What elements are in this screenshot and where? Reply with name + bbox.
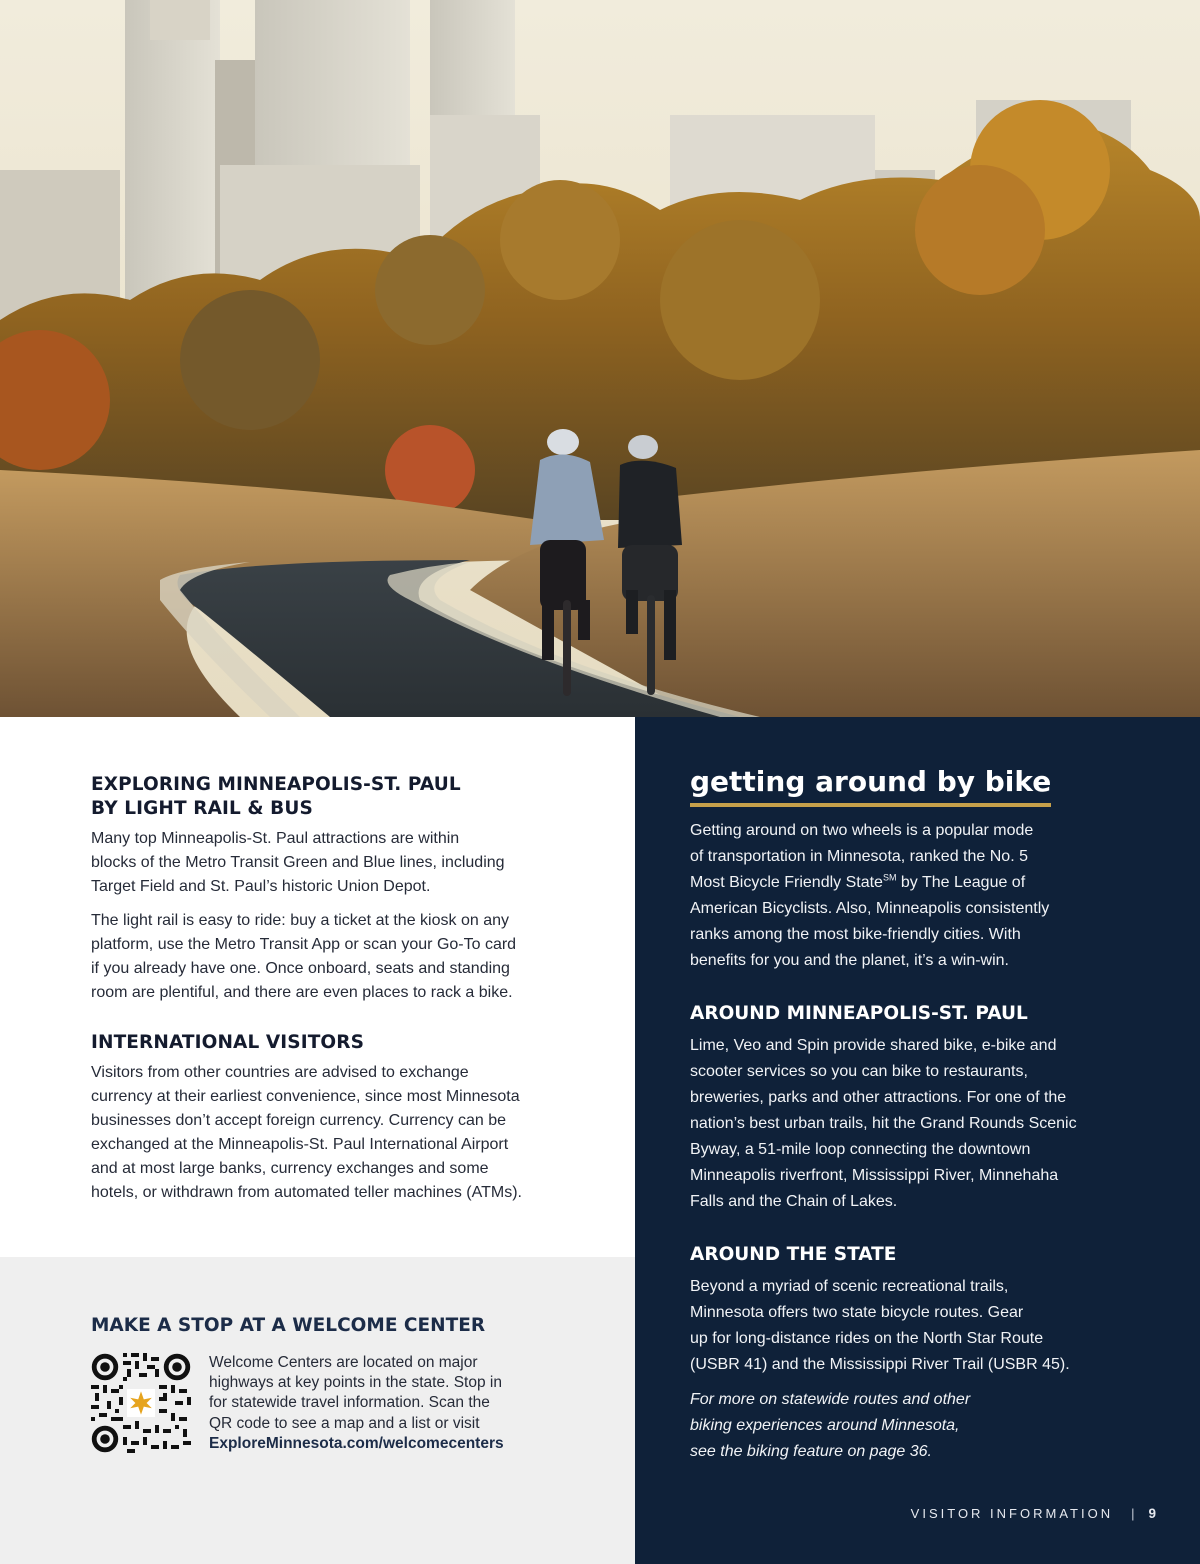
qr-code-icon bbox=[91, 1353, 191, 1453]
qr-code[interactable] bbox=[91, 1353, 191, 1453]
international-visitors-heading: INTERNATIONAL VISITORS bbox=[91, 1032, 365, 1053]
welcome-center-heading: MAKE A STOP AT A WELCOME CENTER bbox=[91, 1315, 486, 1336]
star-logo-icon bbox=[127, 1389, 155, 1417]
light-rail-heading-line2: BY LIGHT RAIL & BUS bbox=[91, 798, 313, 819]
around-msp-paragraph: Lime, Veo and Spin provide shared bike, e-bike and scooter services so you can bike to restaurants, breweries, parks and other attractions. For one of the nation’s best urban trails, hit the Grand Rounds Scenic Byway, a 51-mile loop connecting the downtown Minneapolis riverfront, Mississippi River, Minnehaha Falls and the Chain of Lakes. bbox=[690, 1037, 1077, 1210]
international-visitors-paragraph: Visitors from other countries are advised to exchange currency at their earliest convenience, since most Minnesota businesses don’t accept foreign currency. Currency can be exchanged at the Minneapolis-St. Paul International Airport and at most large banks, currency exchanges and some hotels, or withdrawn from automated teller machines (ATMs). bbox=[91, 1064, 522, 1201]
welcome-center-text: Welcome Centers are located on major highways at key points in the state. Stop in for statewide travel information. Scan the QR code to see a map and a list or visit ExploreMinnesota.com/welcomecenters bbox=[209, 1353, 549, 1454]
right-column bbox=[635, 717, 1200, 1564]
around-state-paragraph: Beyond a myriad of scenic recreational trails, Minnesota offers two state bicycle routes. Gear up for long-distance rides on the North Star Route (USBR 41) and the Mississippi River Trail (USBR 45). bbox=[690, 1278, 1070, 1373]
light-rail-heading bbox=[91, 773, 561, 821]
left-column-content bbox=[91, 773, 561, 1205]
light-rail-paragraph-2: The light rail is easy to ride: buy a ticket at the kiosk on any platform, use the Metro Transit App or scan your Go-To card if you already have one. Once onboard, seats and standing room are plentiful, and there are even places to rack a bike. bbox=[91, 912, 517, 1001]
page-number: 9 bbox=[1148, 1506, 1156, 1521]
welcome-center-box bbox=[0, 1257, 635, 1564]
footer-section-label: VISITOR INFORMATION bbox=[910, 1506, 1114, 1521]
footer-separator: | bbox=[1131, 1506, 1135, 1521]
service-mark: SM bbox=[882, 872, 897, 883]
biking-feature-note: For more on statewide routes and other biking experiences around Minnesota, see the biking feature on page 36. bbox=[690, 1391, 971, 1460]
around-state-heading: AROUND THE STATE bbox=[690, 1244, 897, 1265]
hero-photo bbox=[0, 0, 1200, 717]
welcome-centers-link[interactable]: ExploreMinnesota.com/welcomecenters bbox=[209, 1434, 504, 1452]
around-msp-heading: AROUND MINNEAPOLIS-ST. PAUL bbox=[690, 1003, 1028, 1024]
page-footer bbox=[911, 1506, 1156, 1521]
bike-intro-paragraph: Getting around on two wheels is a popular mode of transportation in Minnesota, ranked the No. 5 Most Bicycle Friendly State℠ by The League of American Bicyclists. Also, Minneapolis consistently ranks among the most bike-friendly cities. With benefits for you and the planet, it’s a win-win. bbox=[690, 822, 1050, 969]
light-rail-heading-line1: EXPLORING MINNEAPOLIS-ST. PAUL bbox=[91, 774, 461, 795]
left-column bbox=[0, 717, 635, 1257]
right-column-content bbox=[690, 764, 1110, 1465]
bike-section-title: getting around by bike bbox=[690, 764, 1051, 807]
light-rail-paragraph-1: Many top Minneapolis-St. Paul attractions are within blocks of the Metro Transit Green and Blue lines, including Target Field and St. Paul’s historic Union Depot. bbox=[91, 830, 505, 895]
